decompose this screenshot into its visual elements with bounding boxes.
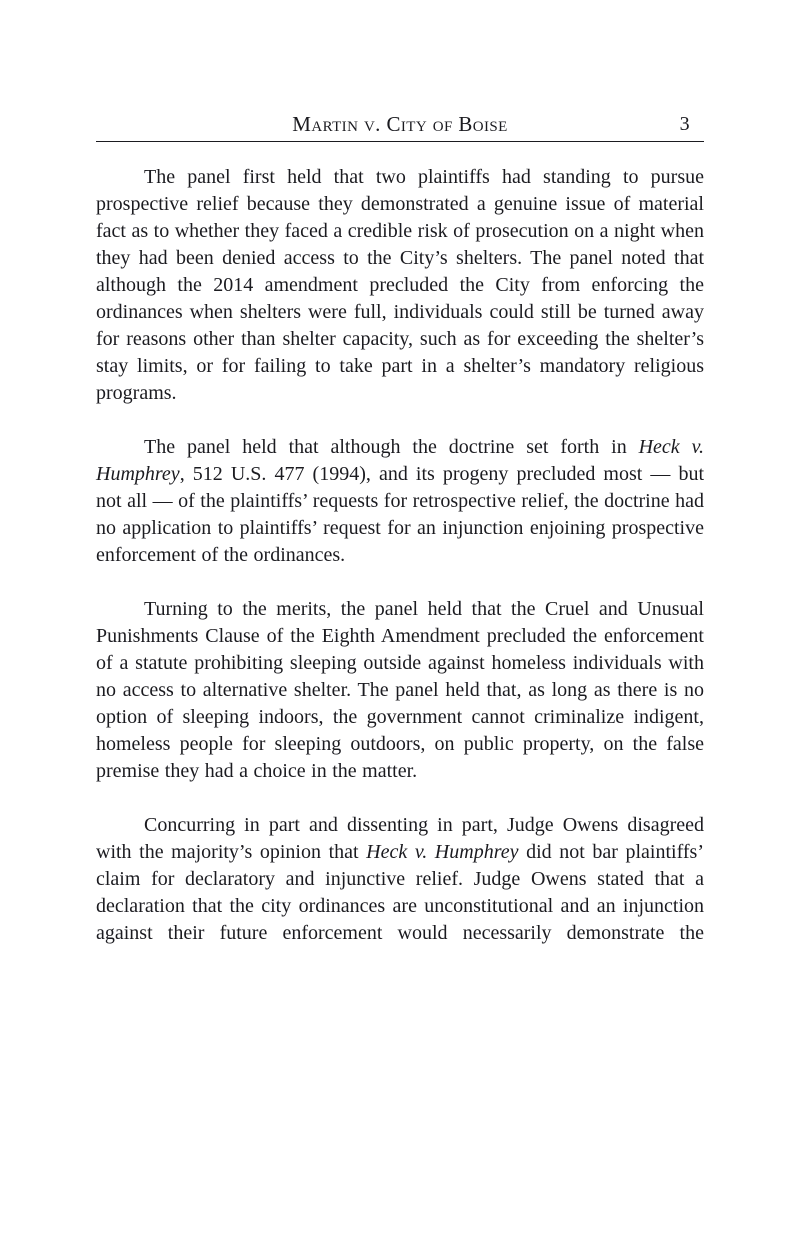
opinion-body xyxy=(96,164,704,947)
paragraph xyxy=(96,434,704,569)
running-header xyxy=(96,112,704,136)
text-run: The panel first held that two plaintiffs had standing to pursue prospective relief because they demonstrated a genuine issue of material fact as to whether they faced a credible risk of prosecution on a night when they had been denied access to the City’s shelters. The panel noted that although the 2014 amendment precluded the City from enforcing the ordinances when shelters were full, individuals could still be turned away for reasons other than shelter capacity, such as for exceeding the shelter’s stay limits, or for failing to take part in a shelter’s mandatory religious programs. xyxy=(96,166,704,404)
paragraph xyxy=(96,812,704,947)
text-run: The panel held that although the doctrine set forth in xyxy=(144,436,639,458)
page-number: 3 xyxy=(679,113,690,135)
text-run: Concurring in part and dissenting in part, Judge Owens disagreed with the majority’s opinion that xyxy=(96,814,704,863)
italic-text-run: Heck v. Humphrey xyxy=(96,436,704,485)
case-title: Martin v. City of Boise xyxy=(292,112,508,136)
text-run: Turning to the merits, the panel held that the Cruel and Unusual Punishments Clause of the Eighth Amendment precluded the enforcement of a statute prohibiting sleeping outside against homeless individuals with no access to alternative shelter. The panel held that, as long as there is no option of sleeping indoors, the government cannot criminalize indigent, homeless people for sleeping outdoors, on public property, on the false premise they had a choice in the matter. xyxy=(96,598,704,782)
paragraph xyxy=(96,164,704,407)
page-content xyxy=(96,112,704,947)
text-run: did not bar plaintiffs’ claim for declaratory and injunctive relief. Judge Owens stated that a declaration that the city ordinances are unconstitutional and an injunction against their future enforcement would necessarily demonstrate the xyxy=(96,841,704,944)
header-rule xyxy=(96,141,704,142)
italic-text-run: Heck v. Humphrey xyxy=(366,841,519,863)
text-run: , 512 U.S. 477 (1994), and its progeny precluded most — but not all — of the plaintiffs’ requests for retrospective relief, the doctrine had no application to plaintiffs’ request for an injunction enjoining prospective enforcement of the ordinances. xyxy=(96,463,704,566)
paragraph xyxy=(96,596,704,785)
